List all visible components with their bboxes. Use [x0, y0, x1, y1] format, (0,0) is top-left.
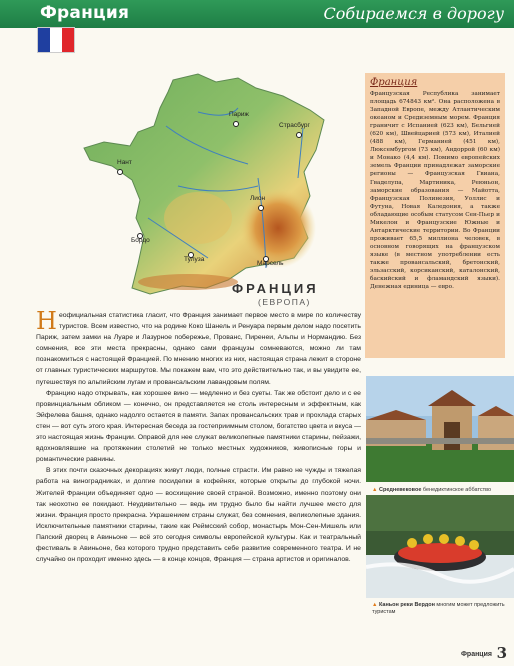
caption-bullet-icon: ▲ — [372, 487, 378, 493]
page-title: Франция — [40, 3, 130, 23]
flag-stripe-blue — [38, 28, 50, 52]
paragraph-1-text: еофициальная статистика гласит, что Франция занимает первое место в мире по количеству туристов. Всем известно, что на родине Коко Шанель и Ренуара первым делом надо посетить Париж, затем замки на Луаре и Лазурное побережье, Прованс, Пиренеи, Альпы и Нормандию. Без сомнения, все эти места прекрасны, однако сами французы сомневаются, можно ли там познакомиться с настоящей Францией. По мнению многих из них, настоящая страна лежит в стороне от главных туристических маршрутов. Мы покажем вам, что это действительно так, и вы увидите ее, путешествуя по альпийским лугам и провансальским лавандовым полям. — [36, 312, 361, 386]
map-title: ФРАНЦИЯ — [232, 281, 319, 296]
city-label-marseille: Марсель — [257, 260, 284, 267]
city-label-lyon: Лион — [250, 195, 266, 202]
rafting-caption-text: многим может предложить туристам — [372, 602, 505, 615]
country-facts-box — [365, 73, 505, 358]
city-dot-lyon — [258, 205, 264, 211]
abbey-caption-bold: Средневековое — [378, 487, 422, 493]
rafting-caption — [372, 602, 512, 616]
city-label-bordeaux: Бордо — [131, 237, 150, 244]
france-flag-icon — [38, 28, 74, 52]
paragraph-3: В этих почти сказочных декорациях живут люди, полные страсти. Им равно не чужды и тяжелая работа на виноградниках, и долгие посиделки в кофейнях, которые открыты до глубокой ночи. Жителей Франции объединяет одно — восхищение своей страной. Возможно, именно поэтому они так неохотно ее покидают. Неудивительно — ведь им трудно было бы найти лучшее место для жизни. Франция просто прекрасна. Украшением страны служат, без сомнения, великолепные здания. Исключительные памятники старины, такие как Реймсский собор, монастырь Мон-Сен-Мишель или Папский дворец в Авиньоне — всё это сегодня символы европейской культуры. Как и театральный фестиваль в Авиньоне, без которого трудно представить себе развитие современного театра. И не случайно он проходит именно здесь — в конце концов, Франция — страна артистов и оригиналов. — [36, 467, 361, 564]
flag-stripe-red — [62, 28, 74, 52]
city-dot-paris — [233, 121, 239, 127]
drop-cap: Н — [36, 307, 57, 335]
paragraph-1 — [36, 307, 361, 388]
city-dot-strasbourg — [296, 132, 302, 138]
city-label-paris: Париж — [229, 111, 249, 118]
rafting-caption-bold: Каньон реки Вердон — [378, 602, 435, 608]
france-relief-map — [78, 68, 378, 304]
header-bar — [0, 0, 514, 28]
abbey-photo — [366, 376, 514, 482]
city-label-toulouse: Тулуза — [184, 256, 205, 263]
article-body — [36, 307, 361, 565]
rafting-photo — [366, 495, 514, 598]
map-subtitle: (ЕВРОПА) — [258, 297, 311, 307]
paragraph-2: Францию надо открывать, как хорошее вино — медленно и без суеты. Так же обстоит дело и с ее провинциальным обликом — конечно, он представляется не столь интересным и эффектным, как Эйфелева башня, однако надолго остается в памяти. Запах провансальских трав и прохлада старых стен — вот суть этого края. Интересная беседа за гостеприимным столом, богатство цвета и вкуса — это настоящая жизнь Франции. Оправой для нее служат великолепные памятники старины, пейзажи, вдохновлявшие на протяжении столетий не только местных художников, живописные горы и романтические равнины. — [36, 389, 361, 464]
city-dot-nantes — [117, 169, 123, 175]
abbey-caption — [372, 487, 512, 494]
caption-bullet-icon: ▲ — [372, 602, 378, 608]
facts-text: Французская Республика занимает площадь 674843 км². Она расположена в Западной Европе, между Атлантическим океаном и Средиземным морем. Франция граничит с Испанией (623 км), Бельгией (620 км), Швейцарией (573 км), Италией (488 км), Германией (451 км), Люксембургом (73 км), Андоррой (60 км) и Монако (4,4 км). Помимо европейских земель Франции принадлежат заморские регионы — Французская Гвиана, Гваделупа, Мартиника, Реюньон, заморские образования — Майотта, Французская Полинезия, Уоллис и Футуна, Новая Каледония, а также обладающие особым статусом Сен-Пьер и Микелон и Французские Южные и Антарктические территории. Во Франции проживает 65,5 миллиона человек, в основном говорящих на французском языке (в местном употреблении есть также провансальский, бретонский, эльзасский, корсиканский, каталонский, баскийский и фламандский языки). Денежная единица — евро. — [370, 91, 500, 291]
facts-heading: Франция — [370, 77, 418, 88]
city-label-nantes: Нант — [117, 159, 132, 166]
section-title: Собираемся в дорогу — [323, 4, 504, 23]
abbey-caption-text: бенедиктинское аббатство — [422, 487, 492, 493]
page-number: 3 — [496, 644, 507, 662]
city-label-strasbourg: Страсбург — [279, 122, 310, 129]
flag-stripe-white — [50, 28, 62, 52]
footer-label: Франция — [460, 651, 492, 658]
